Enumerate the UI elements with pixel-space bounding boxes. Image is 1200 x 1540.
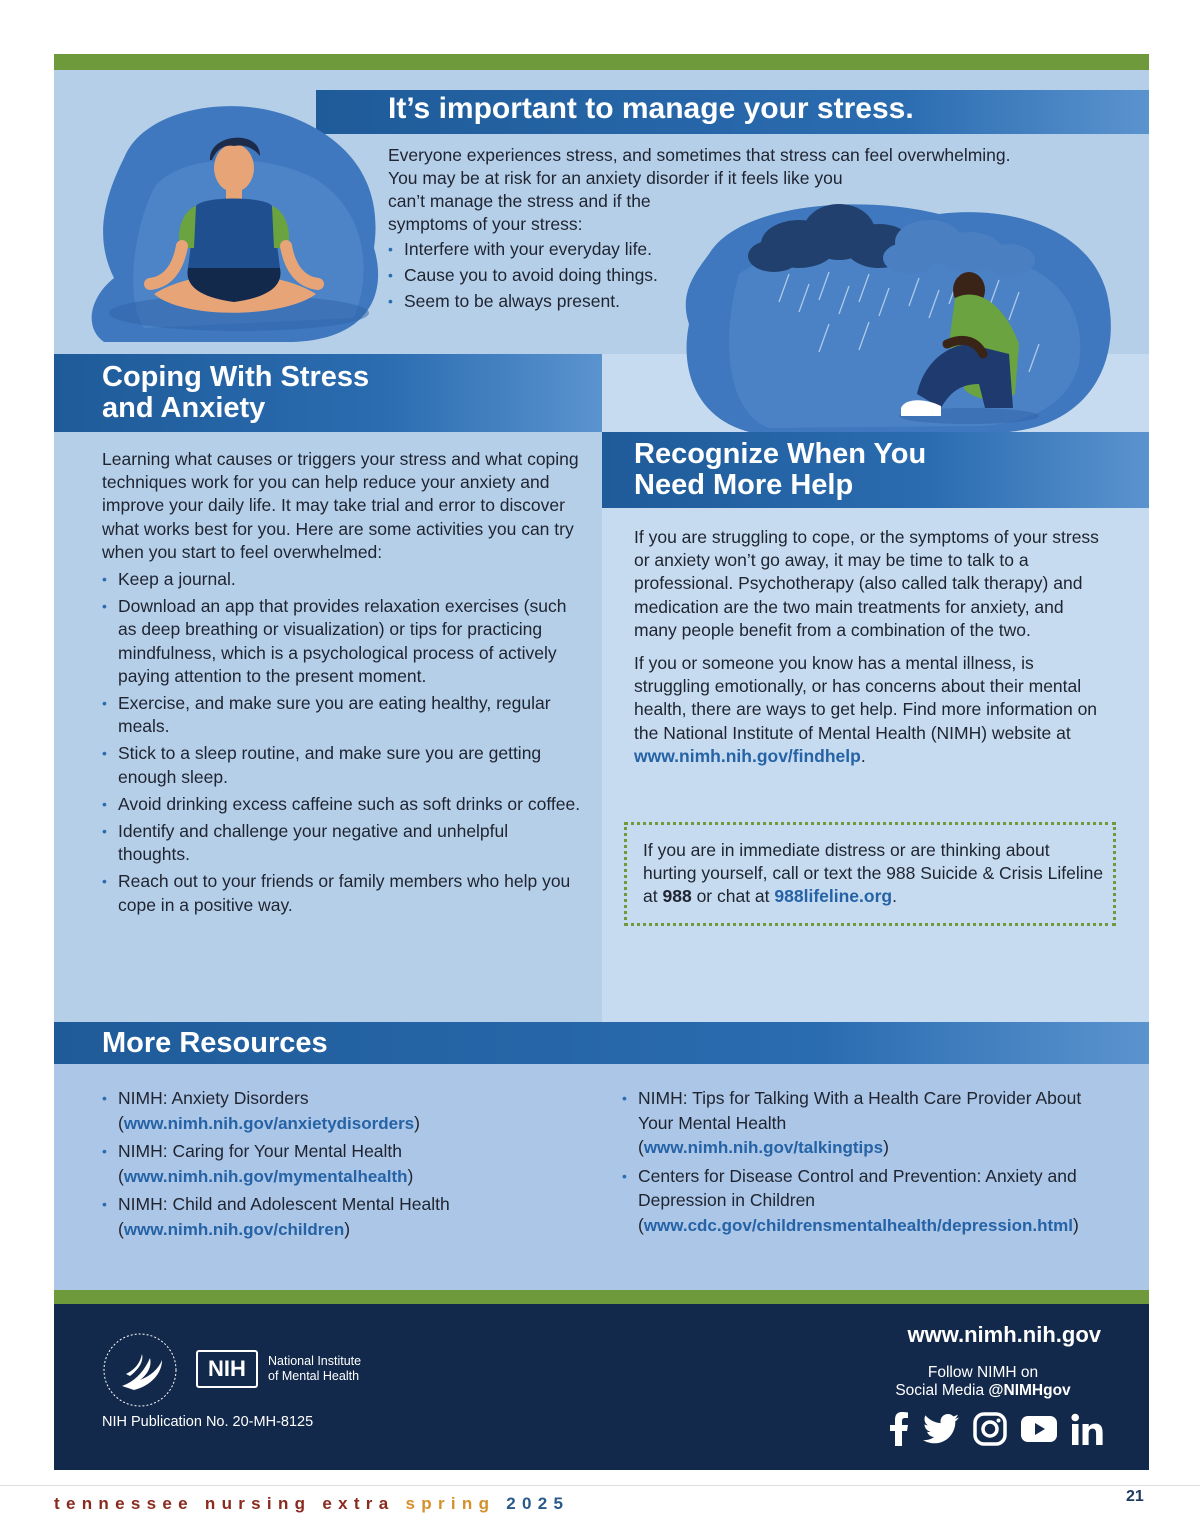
publication-number: NIH Publication No. 20-MH-8125 — [102, 1414, 314, 1430]
social-handle: @NIMHgov — [988, 1382, 1071, 1399]
coping-title-line-1: Coping With Stress — [102, 361, 370, 393]
crisis-text-1: If you are in immediate distress or are thinking about hurting yourself, call or text the 988 Suicide & Crisis Lifeline at — [643, 840, 1104, 907]
list-item: • Avoid drinking excess caffeine such as soft drinks or coffee. — [102, 793, 582, 816]
findhelp-link[interactable]: www.nimh.nih.gov/findhelp — [634, 745, 861, 766]
resources-title: More Resources — [102, 1027, 328, 1059]
coping-title — [102, 362, 502, 424]
coping-activity-list — [102, 568, 582, 917]
magazine-name: tennessee nursing extra — [54, 1494, 395, 1513]
crisis-number: 988 — [662, 886, 692, 907]
page-number: 21 — [1126, 1488, 1144, 1505]
resource-label: NIMH: Anxiety Disorders — [118, 1088, 309, 1108]
crisis-text — [643, 839, 1105, 909]
resource-link[interactable]: www.nimh.nih.gov/talkingtips — [643, 1138, 884, 1157]
list-item: • Cause you to avoid doing things. — [388, 264, 1108, 287]
coping-title-line-2: and Anxiety — [102, 392, 266, 424]
magazine-footer — [54, 1494, 569, 1514]
list-item: • NIMH: Caring for Your Mental Health (www.nimh.nih.gov/mymentalhealth) — [102, 1139, 562, 1189]
recognize-paragraph-2-text: If you or someone you know has a mental illness, is struggling emotionally, or has concerns about their mental health, there are ways to get help. Find more information on the National Institute of Mental Health (NIMH) website at — [634, 653, 1098, 743]
follow-line-2 — [873, 1382, 1093, 1400]
recognize-title-line-1: Recognize When You — [634, 438, 927, 470]
list-item: • Stick to a sleep routine, and make sure you are getting enough sleep. — [102, 742, 582, 788]
list-item: • Keep a journal. — [102, 568, 582, 591]
resource-link[interactable]: www.nimh.nih.gov/mymentalhealth — [123, 1166, 408, 1186]
resource-link[interactable]: www.nimh.nih.gov/anxietydisorders — [123, 1113, 415, 1133]
meditating-person-illustration — [84, 98, 394, 348]
nimh-website-link[interactable]: www.nimh.nih.gov — [907, 1322, 1101, 1347]
footer — [54, 1304, 1149, 1470]
coping-body — [102, 448, 582, 921]
stress-intro-line-4: symptoms of your stress: — [388, 214, 583, 234]
list-item: • Identify and challenge your negative and unhelpful thoughts. — [102, 820, 582, 866]
list-item: • Reach out to your friends or family members who help you cope in a positive way. — [102, 870, 582, 916]
crisis-text-2: or chat at — [696, 886, 770, 907]
follow-text — [873, 1364, 1093, 1400]
twitter-icon[interactable] — [923, 1414, 959, 1449]
period: . — [892, 886, 897, 907]
list-item: • NIMH: Child and Adolescent Mental Health (www.nimh.nih.gov/children) — [102, 1192, 562, 1242]
stress-intro-line-3: can’t manage the stress and if the — [388, 191, 651, 211]
instagram-icon[interactable] — [973, 1412, 1007, 1451]
nimh-name — [268, 1354, 388, 1384]
hhs-seal-icon — [100, 1330, 180, 1410]
bottom-green-rule — [54, 1290, 1149, 1304]
youtube-icon[interactable] — [1021, 1416, 1057, 1447]
resources-list-right — [622, 1086, 1102, 1241]
list-item: • NIMH: Tips for Talking With a Health Care Provider About Your Mental Health (www.nimh.nih.gov/talkingtips) — [622, 1086, 1102, 1161]
nih-logo — [196, 1350, 258, 1388]
lifeline-link[interactable]: 988lifeline.org — [774, 886, 893, 907]
list-item: • Exercise, and make sure you are eating healthy, regular meals. — [102, 692, 582, 738]
recognize-paragraph-1: If you are struggling to cope, or the symptoms of your stress or anxiety won’t go away, it may be time to talk to a professional. Psychotherapy (also called talk therapy) and medication are the two main treatments for anxiety, and many people benefit from a combination of the two. — [634, 527, 1099, 640]
stress-intro-line-1: Everyone experiences stress, and sometimes that stress can feel overwhelming. — [388, 145, 1011, 165]
list-item: • Centers for Disease Control and Prevention: Anxiety and Depression in Children (www.cdc.gov/childrensmentalhealth/depression.html) — [622, 1164, 1102, 1239]
crisis-callout-box — [624, 822, 1116, 926]
list-item: • Seem to be always present. — [388, 290, 1108, 313]
resource-label: NIMH: Tips for Talking With a Health Care Provider About Your Mental Health — [638, 1088, 1082, 1133]
social-icons — [889, 1412, 1103, 1451]
top-green-rule — [54, 54, 1149, 70]
recognize-title-line-2: Need More Help — [634, 469, 854, 501]
list-item: • Download an app that provides relaxation exercises (such as deep breathing or visualization) or tips for practicing mindfulness, which is a psychological process of actively paying attention to the present moment. — [102, 595, 582, 688]
follow-line-1: Follow NIMH on — [927, 1364, 1039, 1381]
recognize-title — [634, 439, 1054, 501]
resources-list-left — [102, 1086, 562, 1245]
magazine-season: spring — [405, 1494, 496, 1513]
stress-title: It’s important to manage your stress. — [388, 92, 914, 125]
resource-label: NIMH: Caring for Your Mental Health — [118, 1141, 403, 1161]
recognize-body — [634, 526, 1104, 778]
person-in-rain-illustration — [679, 194, 1119, 439]
nimh-name-line-1: National Institute — [268, 1354, 362, 1368]
magazine-footer-rule — [0, 1485, 1200, 1486]
stress-intro-line-2: You may be at risk for an anxiety disorder if it feels like you — [388, 168, 843, 188]
flyer-page — [54, 54, 1149, 1470]
coping-intro: Learning what causes or triggers your stress and what coping techniques work for you can help reduce your anxiety and improve your daily life. It may take trial and error to discover what works best for you. Here are some activities you can try when you start to feel overwhelmed: — [102, 449, 579, 562]
resource-label: NIMH: Child and Adolescent Mental Health — [118, 1194, 450, 1214]
follow-line-2-text: Social Media — [895, 1382, 985, 1399]
linkedin-icon[interactable] — [1071, 1413, 1103, 1450]
facebook-icon[interactable] — [889, 1412, 909, 1451]
list-item: • NIMH: Anxiety Disorders (www.nimh.nih.gov/anxietydisorders) — [102, 1086, 562, 1136]
resource-label: Centers for Disease Control and Prevention: Anxiety and Depression in Children — [638, 1165, 1077, 1210]
list-item: • Interfere with your everyday life. — [388, 238, 1108, 261]
resource-link[interactable]: www.nimh.nih.gov/children — [123, 1219, 345, 1239]
nih-logo-text: NIH — [208, 1356, 246, 1381]
resource-link[interactable]: www.cdc.gov/childrensmentalhealth/depression.html — [643, 1215, 1074, 1235]
recognize-paragraph-2 — [634, 652, 1104, 768]
nimh-name-line-2: of Mental Health — [268, 1369, 360, 1383]
magazine-year: 2025 — [506, 1494, 570, 1513]
period: . — [860, 745, 866, 766]
